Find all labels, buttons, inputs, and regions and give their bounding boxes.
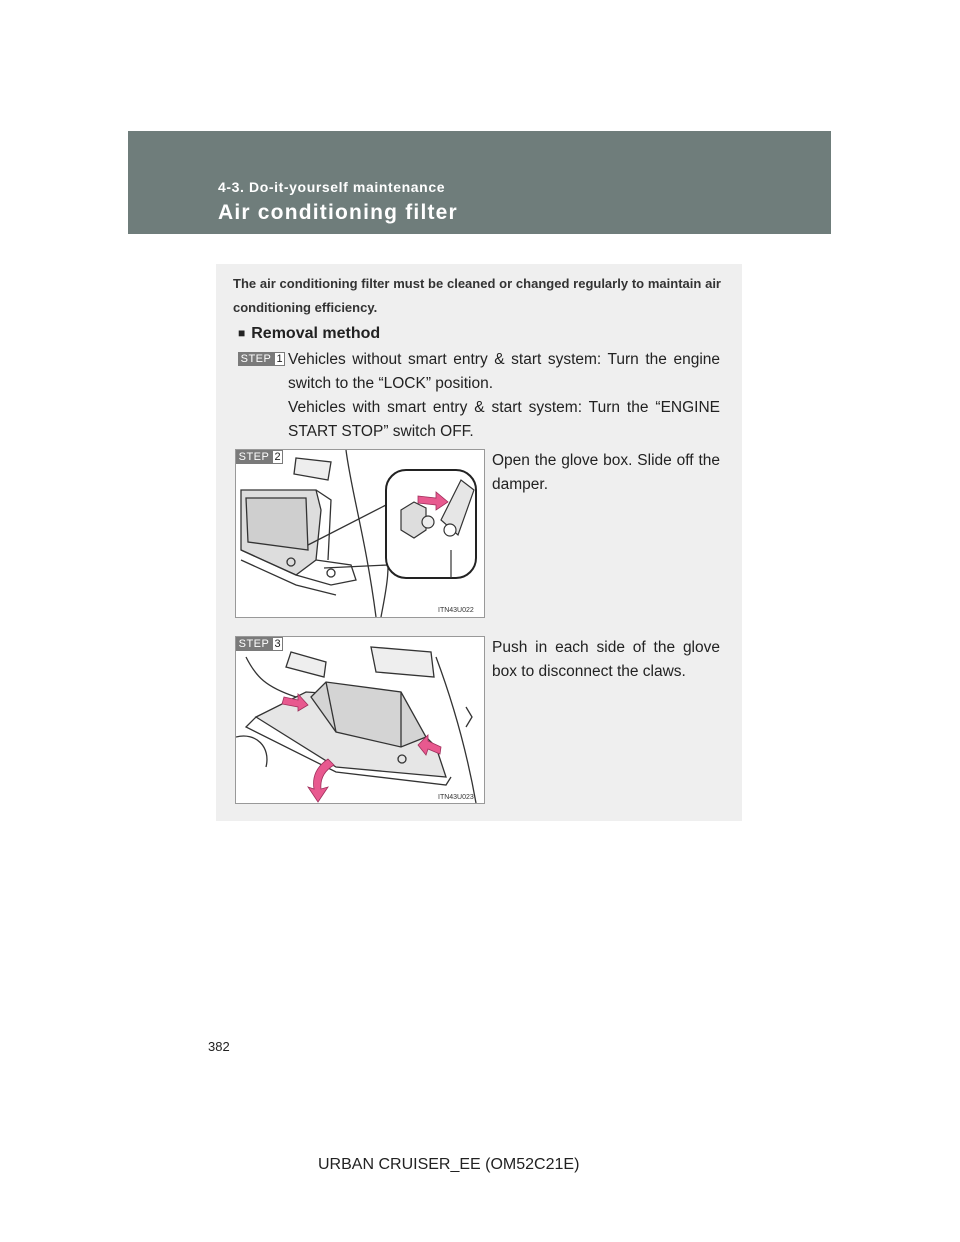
section-label: 4-3. Do-it-yourself maintenance	[218, 179, 446, 195]
figure-glove-box-damper	[235, 449, 485, 618]
figure-code: ITN43U022	[438, 607, 474, 614]
step-2-badge-overlay	[236, 450, 284, 464]
subheading-removal-method	[238, 325, 380, 343]
square-bullet-icon: ■	[238, 326, 246, 340]
step-number: 2	[272, 450, 283, 464]
step-2-text: Open the glove box. Slide off the damper.	[492, 452, 720, 493]
document-code: URBAN CRUISER_EE (OM52C21E)	[318, 1156, 580, 1173]
step-word: STEP	[236, 450, 272, 464]
page-number: 382	[208, 1039, 230, 1054]
step-3-badge	[236, 637, 284, 651]
step-word: STEP	[238, 352, 274, 366]
figure-code: ITN43U023	[438, 794, 474, 801]
subheading-label: Removal method	[251, 325, 381, 342]
step-1-line-2: Vehicles with smart entry & start system: Turn the “ENGINE START STOP” switch OFF.	[288, 399, 720, 440]
page-title: Air conditioning filter	[218, 201, 458, 224]
step-number: 3	[272, 637, 283, 651]
glove-box-claws-illustration	[236, 637, 484, 803]
pink-arrow-down-icon	[308, 759, 334, 802]
glove-box-damper-illustration	[236, 450, 484, 617]
step-number: 1	[274, 352, 285, 366]
intro-text: The air conditioning filter must be cleaned or changed regularly to maintain air conditioning efficiency.	[233, 276, 721, 315]
step-1-text	[288, 348, 720, 444]
page-header	[128, 131, 831, 234]
step-1-badge	[238, 352, 286, 366]
step-3-text: Push in each side of the glove box to disconnect the claws.	[492, 639, 720, 680]
step-word: STEP	[236, 637, 272, 651]
step-1-line-1: Vehicles without smart entry & start system: Turn the engine switch to the “LOCK” position.	[288, 351, 720, 392]
figure-glove-box-claws	[235, 636, 485, 804]
content-panel	[216, 264, 742, 821]
